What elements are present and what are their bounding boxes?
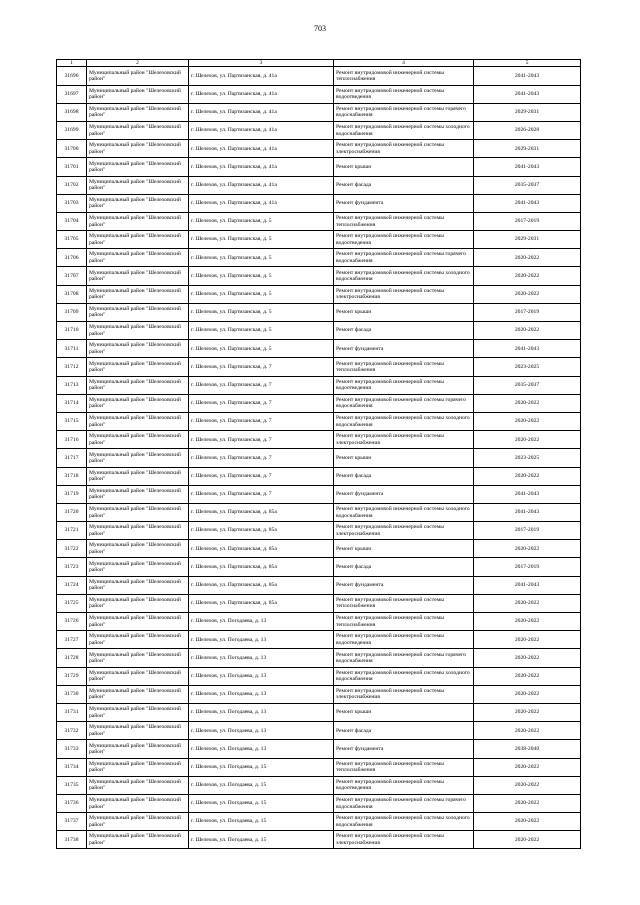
period-cell: 2041-2043 — [474, 485, 581, 503]
municipality-cell: Муниципальный район "Шелеховский район" — [87, 267, 189, 285]
table-row — [57, 758, 581, 776]
period-cell: 2020-2022 — [474, 703, 581, 721]
period-cell: 2020-2022 — [474, 412, 581, 430]
municipality-cell: Муниципальный район "Шелеховский район" — [87, 485, 189, 503]
municipality-cell: Муниципальный район "Шелеховский район" — [87, 831, 189, 849]
period-cell: 2020-2022 — [474, 631, 581, 649]
work-type-cell: Ремонт внутридомовой инженерной системы водоотведения — [334, 776, 474, 794]
row-number: 31723 — [57, 558, 87, 576]
column-header-4: 4 — [334, 60, 474, 67]
address-cell: г. Шелехов, ул. Погодаева, д. 13 — [189, 613, 334, 631]
table-row — [57, 267, 581, 285]
address-cell: г. Шелехов, ул. Партизанская, д. 7 — [189, 394, 334, 412]
address-cell: г. Шелехов, ул. Погодаева, д. 15 — [189, 794, 334, 812]
period-cell: 2020-2022 — [474, 649, 581, 667]
row-number: 31727 — [57, 631, 87, 649]
period-cell: 2020-2022 — [474, 613, 581, 631]
row-number: 31729 — [57, 667, 87, 685]
work-type-cell: Ремонт фундамента — [334, 740, 474, 758]
work-type-cell: Ремонт фундамента — [334, 340, 474, 358]
work-type-cell: Ремонт фасада — [334, 322, 474, 340]
table-row — [57, 794, 581, 812]
work-type-cell: Ремонт внутридомовой инженерной системы электроснабжения — [334, 522, 474, 540]
municipality-cell: Муниципальный район "Шелеховский район" — [87, 467, 189, 485]
municipality-cell: Муниципальный район "Шелеховский район" — [87, 613, 189, 631]
row-number: 31735 — [57, 776, 87, 794]
work-type-cell: Ремонт крыши — [334, 540, 474, 558]
address-cell: г. Шелехов, ул. Партизанская, д. 5 — [189, 249, 334, 267]
period-cell: 2023-2025 — [474, 449, 581, 467]
municipality-cell: Муниципальный район "Шелеховский район" — [87, 449, 189, 467]
period-cell: 2020-2022 — [474, 267, 581, 285]
table-row — [57, 540, 581, 558]
table-row — [57, 613, 581, 631]
period-cell: 2041-2043 — [474, 85, 581, 103]
address-cell: г. Шелехов, ул. Погодаева, д. 13 — [189, 649, 334, 667]
row-number: 31718 — [57, 467, 87, 485]
municipality-cell: Муниципальный район "Шелеховский район" — [87, 631, 189, 649]
table-row — [57, 303, 581, 321]
period-cell: 2017-2019 — [474, 558, 581, 576]
table-row — [57, 576, 581, 594]
address-cell: г. Шелехов, ул. Партизанская, д. 41а — [189, 158, 334, 176]
municipality-cell: Муниципальный район "Шелеховский район" — [87, 522, 189, 540]
period-cell: 2041-2043 — [474, 67, 581, 85]
table-row — [57, 212, 581, 230]
address-cell: г. Шелехов, ул. Погодаева, д. 13 — [189, 685, 334, 703]
work-type-cell: Ремонт крыши — [334, 703, 474, 721]
row-number: 31713 — [57, 376, 87, 394]
table-row — [57, 722, 581, 740]
municipality-cell: Муниципальный район "Шелеховский район" — [87, 285, 189, 303]
address-cell: г. Шелехов, ул. Партизанская, д. 7 — [189, 431, 334, 449]
row-number: 31702 — [57, 176, 87, 194]
work-type-cell: Ремонт внутридомовой инженерной системы горячего водоснабжения — [334, 794, 474, 812]
municipality-cell: Муниципальный район "Шелеховский район" — [87, 649, 189, 667]
municipality-cell: Муниципальный район "Шелеховский район" — [87, 340, 189, 358]
address-cell: г. Шелехов, ул. Партизанская, д. 7 — [189, 467, 334, 485]
table-row — [57, 485, 581, 503]
municipality-cell: Муниципальный район "Шелеховский район" — [87, 412, 189, 430]
row-number: 31698 — [57, 103, 87, 121]
address-cell: г. Шелехов, ул. Партизанская, д. 5 — [189, 267, 334, 285]
address-cell: г. Шелехов, ул. Погодаева, д. 15 — [189, 776, 334, 794]
table-row — [57, 194, 581, 212]
address-cell: г. Шелехов, ул. Партизанская, д. 5 — [189, 285, 334, 303]
work-type-cell: Ремонт внутридомовой инженерной системы электроснабжения — [334, 831, 474, 849]
work-type-cell: Ремонт внутридомовой инженерной системы горячего водоснабжения — [334, 394, 474, 412]
period-cell: 2020-2022 — [474, 431, 581, 449]
work-type-cell: Ремонт внутридомовой инженерной системы водоотведения — [334, 376, 474, 394]
municipality-cell: Муниципальный район "Шелеховский район" — [87, 558, 189, 576]
work-type-cell: Ремонт внутридомовой инженерной системы водоотведения — [334, 231, 474, 249]
work-type-cell: Ремонт внутридомовой инженерной системы теплоснабжения — [334, 67, 474, 85]
table-row — [57, 594, 581, 612]
municipality-cell: Муниципальный район "Шелеховский район" — [87, 431, 189, 449]
table-row — [57, 67, 581, 85]
repair-schedule-table — [56, 59, 581, 849]
address-cell: г. Шелехов, ул. Погодаева, д. 15 — [189, 831, 334, 849]
column-header-1: 1 — [57, 60, 87, 67]
row-number: 31733 — [57, 740, 87, 758]
address-cell: г. Шелехов, ул. Погодаева, д. 13 — [189, 631, 334, 649]
period-cell: 2026-2028 — [474, 121, 581, 139]
period-cell: 2020-2022 — [474, 322, 581, 340]
period-cell: 2020-2022 — [474, 594, 581, 612]
address-cell: г. Шелехов, ул. Партизанская, д. 41а — [189, 85, 334, 103]
municipality-cell: Муниципальный район "Шелеховский район" — [87, 85, 189, 103]
municipality-cell: Муниципальный район "Шелеховский район" — [87, 794, 189, 812]
row-number: 31738 — [57, 831, 87, 849]
row-number: 31719 — [57, 485, 87, 503]
row-number: 31704 — [57, 212, 87, 230]
address-cell: г. Шелехов, ул. Погодаева, д. 13 — [189, 722, 334, 740]
municipality-cell: Муниципальный район "Шелеховский район" — [87, 140, 189, 158]
table-row — [57, 231, 581, 249]
work-type-cell: Ремонт внутридомовой инженерной системы теплоснабжения — [334, 358, 474, 376]
work-type-cell: Ремонт внутридомовой инженерной системы горячего водоснабжения — [334, 249, 474, 267]
address-cell: г. Шелехов, ул. Партизанская, д. 5 — [189, 303, 334, 321]
address-cell: г. Шелехов, ул. Партизанская, д. 5 — [189, 340, 334, 358]
work-type-cell: Ремонт фасада — [334, 722, 474, 740]
period-cell: 2020-2022 — [474, 540, 581, 558]
address-cell: г. Шелехов, ул. Партизанская, д. 41а — [189, 140, 334, 158]
row-number: 31706 — [57, 249, 87, 267]
address-cell: г. Шелехов, ул. Партизанская, д. 41а — [189, 194, 334, 212]
page-number: 703 — [314, 24, 326, 33]
row-number: 31732 — [57, 722, 87, 740]
row-number: 31707 — [57, 267, 87, 285]
address-cell: г. Шелехов, ул. Партизанская, д. 7 — [189, 449, 334, 467]
row-number: 31708 — [57, 285, 87, 303]
table-row — [57, 249, 581, 267]
address-cell: г. Шелехов, ул. Партизанская, д. 41а — [189, 67, 334, 85]
table-row — [57, 85, 581, 103]
municipality-cell: Муниципальный район "Шелеховский район" — [87, 758, 189, 776]
table-row — [57, 831, 581, 849]
row-number: 31737 — [57, 813, 87, 831]
period-cell: 2020-2022 — [474, 776, 581, 794]
address-cell: г. Шелехов, ул. Партизанская, д. 5 — [189, 212, 334, 230]
row-number: 31710 — [57, 322, 87, 340]
work-type-cell: Ремонт фасада — [334, 467, 474, 485]
work-type-cell: Ремонт внутридомовой инженерной системы холодного водоснабжения — [334, 267, 474, 285]
work-type-cell: Ремонт крыши — [334, 449, 474, 467]
address-cell: г. Шелехов, ул. Партизанская, д. 41а — [189, 121, 334, 139]
municipality-cell: Муниципальный район "Шелеховский район" — [87, 813, 189, 831]
work-type-cell: Ремонт внутридомовой инженерной системы электроснабжения — [334, 285, 474, 303]
period-cell: 2020-2022 — [474, 813, 581, 831]
table-row — [57, 813, 581, 831]
work-type-cell: Ремонт фасада — [334, 558, 474, 576]
row-number: 31712 — [57, 358, 87, 376]
table-row — [57, 340, 581, 358]
municipality-cell: Муниципальный район "Шелеховский район" — [87, 358, 189, 376]
municipality-cell: Муниципальный район "Шелеховский район" — [87, 594, 189, 612]
work-type-cell: Ремонт внутридомовой инженерной системы холодного водоснабжения — [334, 503, 474, 521]
period-cell: 2029-2031 — [474, 140, 581, 158]
work-type-cell: Ремонт внутридомовой инженерной системы водоотведения — [334, 85, 474, 103]
table-row — [57, 176, 581, 194]
period-cell: 2020-2022 — [474, 394, 581, 412]
row-number: 31730 — [57, 685, 87, 703]
period-cell: 2020-2022 — [474, 285, 581, 303]
municipality-cell: Муниципальный район "Шелеховский район" — [87, 103, 189, 121]
period-cell: 2020-2022 — [474, 758, 581, 776]
address-cell: г. Шелехов, ул. Партизанская, д. 7 — [189, 412, 334, 430]
column-header-2: 2 — [87, 60, 189, 67]
municipality-cell: Муниципальный район "Шелеховский район" — [87, 121, 189, 139]
work-type-cell: Ремонт внутридомовой инженерной системы теплоснабжения — [334, 594, 474, 612]
table-row — [57, 558, 581, 576]
period-cell: 2020-2022 — [474, 467, 581, 485]
municipality-cell: Муниципальный район "Шелеховский район" — [87, 322, 189, 340]
table-row — [57, 121, 581, 139]
table-row — [57, 740, 581, 758]
municipality-cell: Муниципальный район "Шелеховский район" — [87, 703, 189, 721]
period-cell: 2020-2022 — [474, 722, 581, 740]
work-type-cell: Ремонт внутридомовой инженерной системы теплоснабжения — [334, 613, 474, 631]
work-type-cell: Ремонт фундамента — [334, 485, 474, 503]
period-cell: 2029-2031 — [474, 103, 581, 121]
period-cell: 2041-2043 — [474, 158, 581, 176]
municipality-cell: Муниципальный район "Шелеховский район" — [87, 740, 189, 758]
work-type-cell: Ремонт внутридомовой инженерной системы электроснабжения — [334, 685, 474, 703]
row-number: 31696 — [57, 67, 87, 85]
row-number: 31717 — [57, 449, 87, 467]
work-type-cell: Ремонт внутридомовой инженерной системы холодного водоснабжения — [334, 121, 474, 139]
row-number: 31736 — [57, 794, 87, 812]
municipality-cell: Муниципальный район "Шелеховский район" — [87, 667, 189, 685]
row-number: 31725 — [57, 594, 87, 612]
row-number: 31697 — [57, 85, 87, 103]
table-row — [57, 467, 581, 485]
work-type-cell: Ремонт внутридомовой инженерной системы электроснабжения — [334, 431, 474, 449]
municipality-cell: Муниципальный район "Шелеховский район" — [87, 67, 189, 85]
table-row — [57, 667, 581, 685]
work-type-cell: Ремонт крыши — [334, 303, 474, 321]
table-row — [57, 649, 581, 667]
address-cell: г. Шелехов, ул. Партизанская, д. 85а — [189, 503, 334, 521]
row-number: 31720 — [57, 503, 87, 521]
row-number: 31701 — [57, 158, 87, 176]
row-number: 31715 — [57, 412, 87, 430]
period-cell: 2041-2043 — [474, 340, 581, 358]
table-row — [57, 522, 581, 540]
period-cell: 2023-2025 — [474, 358, 581, 376]
period-cell: 2041-2043 — [474, 194, 581, 212]
table-row — [57, 776, 581, 794]
row-number: 31728 — [57, 649, 87, 667]
period-cell: 2041-2043 — [474, 503, 581, 521]
work-type-cell: Ремонт крыши — [334, 158, 474, 176]
period-cell: 2035-2037 — [474, 176, 581, 194]
table-row — [57, 703, 581, 721]
address-cell: г. Шелехов, ул. Партизанская, д. 85а — [189, 522, 334, 540]
period-cell: 2017-2019 — [474, 522, 581, 540]
table-row — [57, 631, 581, 649]
period-cell: 2017-2019 — [474, 303, 581, 321]
work-type-cell: Ремонт внутридомовой инженерной системы теплоснабжения — [334, 212, 474, 230]
address-cell: г. Шелехов, ул. Партизанская, д. 85а — [189, 576, 334, 594]
municipality-cell: Муниципальный район "Шелеховский район" — [87, 231, 189, 249]
table-row — [57, 412, 581, 430]
work-type-cell: Ремонт внутридомовой инженерной системы электроснабжения — [334, 140, 474, 158]
row-number: 31714 — [57, 394, 87, 412]
address-cell: г. Шелехов, ул. Погодаева, д. 15 — [189, 813, 334, 831]
period-cell: 2017-2019 — [474, 212, 581, 230]
work-type-cell: Ремонт внутридомовой инженерной системы водоотведения — [334, 631, 474, 649]
address-cell: г. Шелехов, ул. Партизанская, д. 5 — [189, 322, 334, 340]
period-cell: 2041-2043 — [474, 576, 581, 594]
work-type-cell: Ремонт внутридомовой инженерной системы холодного водоснабжения — [334, 813, 474, 831]
municipality-cell: Муниципальный район "Шелеховский район" — [87, 194, 189, 212]
row-number: 31716 — [57, 431, 87, 449]
municipality-cell: Муниципальный район "Шелеховский район" — [87, 158, 189, 176]
municipality-cell: Муниципальный район "Шелеховский район" — [87, 776, 189, 794]
work-type-cell: Ремонт внутридомовой инженерной системы горячего водоснабжения — [334, 103, 474, 121]
period-cell: 2029-2031 — [474, 231, 581, 249]
work-type-cell: Ремонт фасада — [334, 176, 474, 194]
row-number: 31711 — [57, 340, 87, 358]
work-type-cell: Ремонт фундамента — [334, 194, 474, 212]
period-cell: 2020-2022 — [474, 794, 581, 812]
work-type-cell: Ремонт внутридомовой инженерной системы горячего водоснабжения — [334, 649, 474, 667]
period-cell: 2020-2022 — [474, 831, 581, 849]
address-cell: г. Шелехов, ул. Погодаева, д. 13 — [189, 703, 334, 721]
address-cell: г. Шелехов, ул. Партизанская, д. 85а — [189, 594, 334, 612]
work-type-cell: Ремонт внутридомовой инженерной системы холодного водоснабжения — [334, 412, 474, 430]
address-cell: г. Шелехов, ул. Погодаева, д. 15 — [189, 758, 334, 776]
table-row — [57, 503, 581, 521]
work-type-cell: Ремонт фундамента — [334, 576, 474, 594]
address-cell: г. Шелехов, ул. Партизанская, д. 85а — [189, 558, 334, 576]
municipality-cell: Муниципальный район "Шелеховский район" — [87, 503, 189, 521]
period-cell: 2020-2022 — [474, 667, 581, 685]
column-header-5: 5 — [474, 60, 581, 67]
municipality-cell: Муниципальный район "Шелеховский район" — [87, 394, 189, 412]
row-number: 31709 — [57, 303, 87, 321]
row-number: 31731 — [57, 703, 87, 721]
row-number: 31703 — [57, 194, 87, 212]
table-row — [57, 103, 581, 121]
header-row — [57, 60, 581, 67]
row-number: 31726 — [57, 613, 87, 631]
row-number: 31700 — [57, 140, 87, 158]
municipality-cell: Муниципальный район "Шелеховский район" — [87, 376, 189, 394]
address-cell: г. Шелехов, ул. Партизанская, д. 7 — [189, 485, 334, 503]
work-type-cell: Ремонт внутридомовой инженерной системы холодного водоснабжения — [334, 667, 474, 685]
table-row — [57, 376, 581, 394]
table-row — [57, 285, 581, 303]
address-cell: г. Шелехов, ул. Партизанская, д. 41а — [189, 176, 334, 194]
table-row — [57, 431, 581, 449]
municipality-cell: Муниципальный район "Шелеховский район" — [87, 303, 189, 321]
table-row — [57, 449, 581, 467]
period-cell: 2035-2037 — [474, 376, 581, 394]
row-number: 31724 — [57, 576, 87, 594]
row-number: 31734 — [57, 758, 87, 776]
period-cell: 2020-2022 — [474, 249, 581, 267]
municipality-cell: Муниципальный район "Шелеховский район" — [87, 722, 189, 740]
column-header-3: 3 — [189, 60, 334, 67]
table-row — [57, 140, 581, 158]
table-row — [57, 394, 581, 412]
table-row — [57, 685, 581, 703]
municipality-cell: Муниципальный район "Шелеховский район" — [87, 685, 189, 703]
row-number: 31722 — [57, 540, 87, 558]
address-cell: г. Шелехов, ул. Партизанская, д. 7 — [189, 358, 334, 376]
address-cell: г. Шелехов, ул. Партизанская, д. 41а — [189, 103, 334, 121]
row-number: 31721 — [57, 522, 87, 540]
table-row — [57, 158, 581, 176]
table-header — [57, 60, 581, 67]
work-type-cell: Ремонт внутридомовой инженерной системы теплоснабжения — [334, 758, 474, 776]
row-number: 31705 — [57, 231, 87, 249]
row-number: 31699 — [57, 121, 87, 139]
address-cell: г. Шелехов, ул. Погодаева, д. 13 — [189, 667, 334, 685]
address-cell: г. Шелехов, ул. Партизанская, д. 85а — [189, 540, 334, 558]
address-cell: г. Шелехов, ул. Партизанская, д. 7 — [189, 376, 334, 394]
municipality-cell: Муниципальный район "Шелеховский район" — [87, 540, 189, 558]
municipality-cell: Муниципальный район "Шелеховский район" — [87, 176, 189, 194]
address-cell: г. Шелехов, ул. Партизанская, д. 5 — [189, 231, 334, 249]
table-body — [57, 67, 581, 849]
table-row — [57, 358, 581, 376]
municipality-cell: Муниципальный район "Шелеховский район" — [87, 249, 189, 267]
address-cell: г. Шелехов, ул. Погодаева, д. 13 — [189, 740, 334, 758]
municipality-cell: Муниципальный район "Шелеховский район" — [87, 576, 189, 594]
period-cell: 2038-2040 — [474, 740, 581, 758]
municipality-cell: Муниципальный район "Шелеховский район" — [87, 212, 189, 230]
table-row — [57, 322, 581, 340]
period-cell: 2020-2022 — [474, 685, 581, 703]
